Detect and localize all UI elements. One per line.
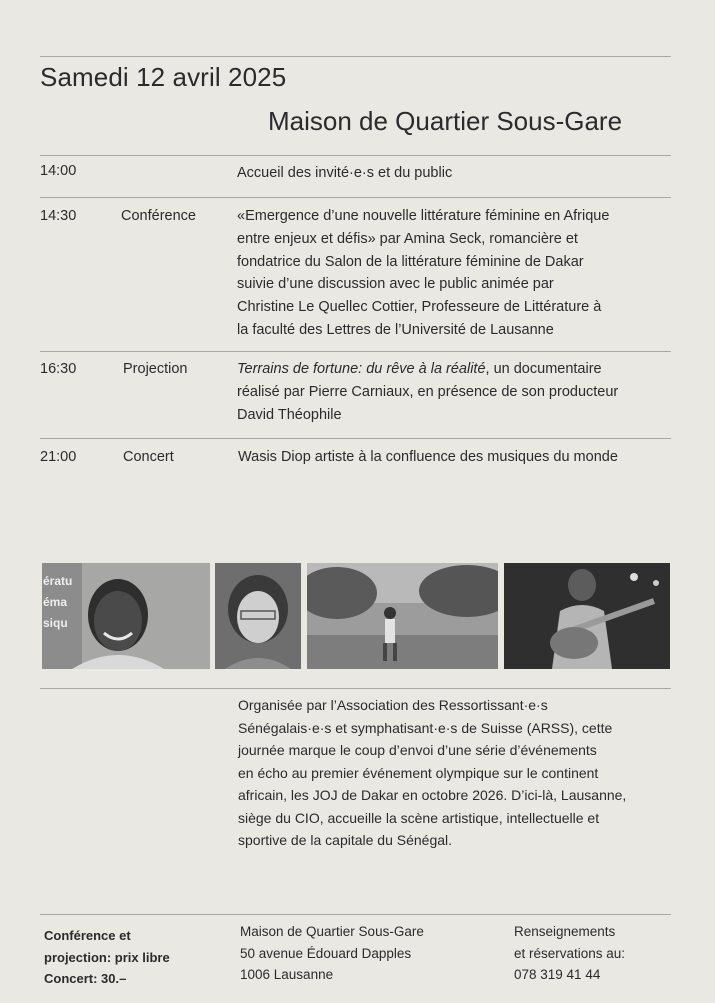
schedule-time-3: 16:30 bbox=[40, 361, 77, 377]
event-date: Samedi 12 avril 2025 bbox=[40, 62, 287, 92]
photo-overlay-text: ératu éma siqu bbox=[43, 574, 73, 630]
schedule-time-2: 14:30 bbox=[40, 208, 77, 224]
schedule-time-4: 21:00 bbox=[40, 449, 77, 465]
top-rule bbox=[40, 56, 671, 57]
footer-contact: Renseignements et réservations au: 078 319 41 44 bbox=[514, 924, 626, 982]
schedule-desc-4: Wasis Diop artiste à la confluence des musiques du monde bbox=[238, 449, 618, 465]
schedule-type-4: Concert bbox=[123, 449, 174, 465]
schedule-type-2: Conférence bbox=[121, 208, 196, 224]
photo-wasis-diop bbox=[504, 563, 670, 669]
rule-3 bbox=[40, 438, 671, 439]
schedule-desc-3: Terrains de fortune: du rêve à la réalité, un documentaire réalisé par Pierre Carniaux, en présence de son producteur David Théophile bbox=[237, 361, 619, 423]
schedule-time-1: 14:00 bbox=[40, 163, 77, 179]
photo-amina-seck bbox=[42, 563, 210, 669]
photo-film-still bbox=[307, 563, 498, 669]
rule-footer bbox=[40, 914, 671, 915]
schedule-desc-1: Accueil des invité·e·s et du public bbox=[237, 165, 453, 181]
film-title: Terrains de fortune: du rêve à la réalité bbox=[237, 361, 486, 377]
schedule-desc-2: «Emergence d’une nouvelle littérature féminine en Afrique entre enjeux et défis» par Amina Seck, romancière et fondatrice du Salon de la littérature féminine de Dakar suivie d’une discussion avec le public animée par Christine Le Quellec Cottier, Professeure de Littérature à la faculté des Lettres de l’Université de Lausanne bbox=[237, 208, 610, 338]
about-paragraph: Organisée par l’Association des Ressortissant·e·s Sénégalais·e·s et symphatisant·e·s de Suisse (ARSS), cette journée marque le coup d’envoi d’une série d’événements en écho au premier événement olympique sur le continent africain, les JOJ de Dakar en octobre 2026. D’ici-là, Lausanne, siège du CIO, accueille la scène artistique, intellectuelle et sportive de la capitale du Sénégal. bbox=[238, 697, 627, 848]
footer-prices: Conférence et projection: prix libre Concert: 30.– bbox=[44, 928, 170, 986]
rule-header bbox=[40, 155, 671, 156]
rule-2 bbox=[40, 351, 671, 352]
venue-title: Maison de Quartier Sous-Gare bbox=[268, 106, 623, 136]
footer-address: Maison de Quartier Sous-Gare 50 avenue Édouard Dapples 1006 Lausanne bbox=[240, 924, 424, 982]
schedule-type-3: Projection bbox=[123, 361, 188, 377]
photo-christine-le-quellec bbox=[215, 563, 301, 669]
rule-1 bbox=[40, 197, 671, 198]
rule-about bbox=[40, 688, 671, 689]
